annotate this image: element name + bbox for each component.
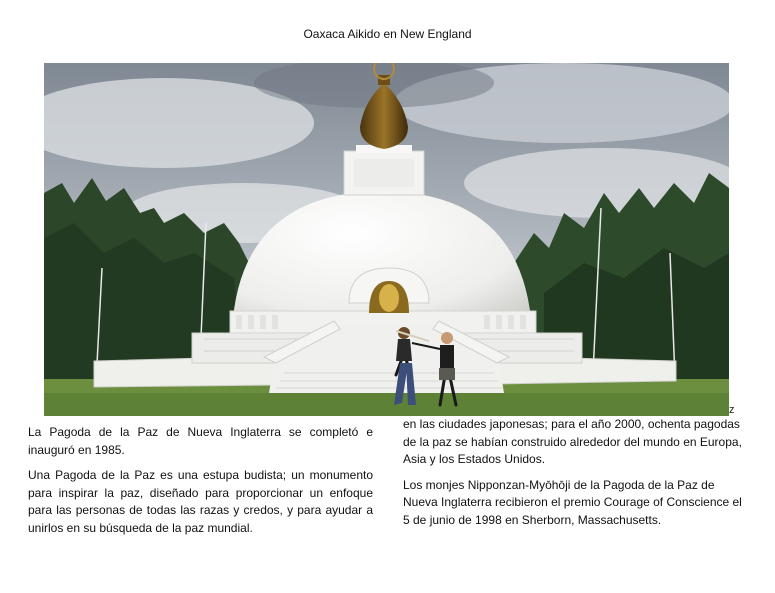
right-text-column: [403, 416, 743, 537]
peace-pagoda-photo: [44, 63, 729, 416]
document-title: Oaxaca Aikido en New England: [303, 27, 472, 41]
stray-character: z: [729, 404, 735, 416]
paragraph-award: Los monjes Nipponzan-Myōhōji de la Pagoda de la Paz de Nueva Inglaterra recibieron el premio Courage of Conscience el 5 de junio de 1998 en Sherborn, Massachusetts.: [403, 477, 742, 527]
paragraph-completion: La Pagoda de la Paz de Nueva Inglaterra se completó e inauguró en 1985.: [28, 425, 373, 457]
paragraph-worldwide-pagodas: en las ciudades japonesas; para el año 2000, ochenta pagodas de la paz se habían construido alrededor del mundo en Europa, Asia y los Estados Unidos.: [403, 417, 742, 466]
paragraph-stupa-definition: Una Pagoda de la Paz es una estupa budista; un monumento para inspirar la paz, diseñado para proporcionar un enfoque para las personas de todas las razas y credos, y para ayudar a unirlos en su búsqueda de la paz mundial.: [28, 468, 373, 535]
left-text-column: [28, 424, 373, 545]
